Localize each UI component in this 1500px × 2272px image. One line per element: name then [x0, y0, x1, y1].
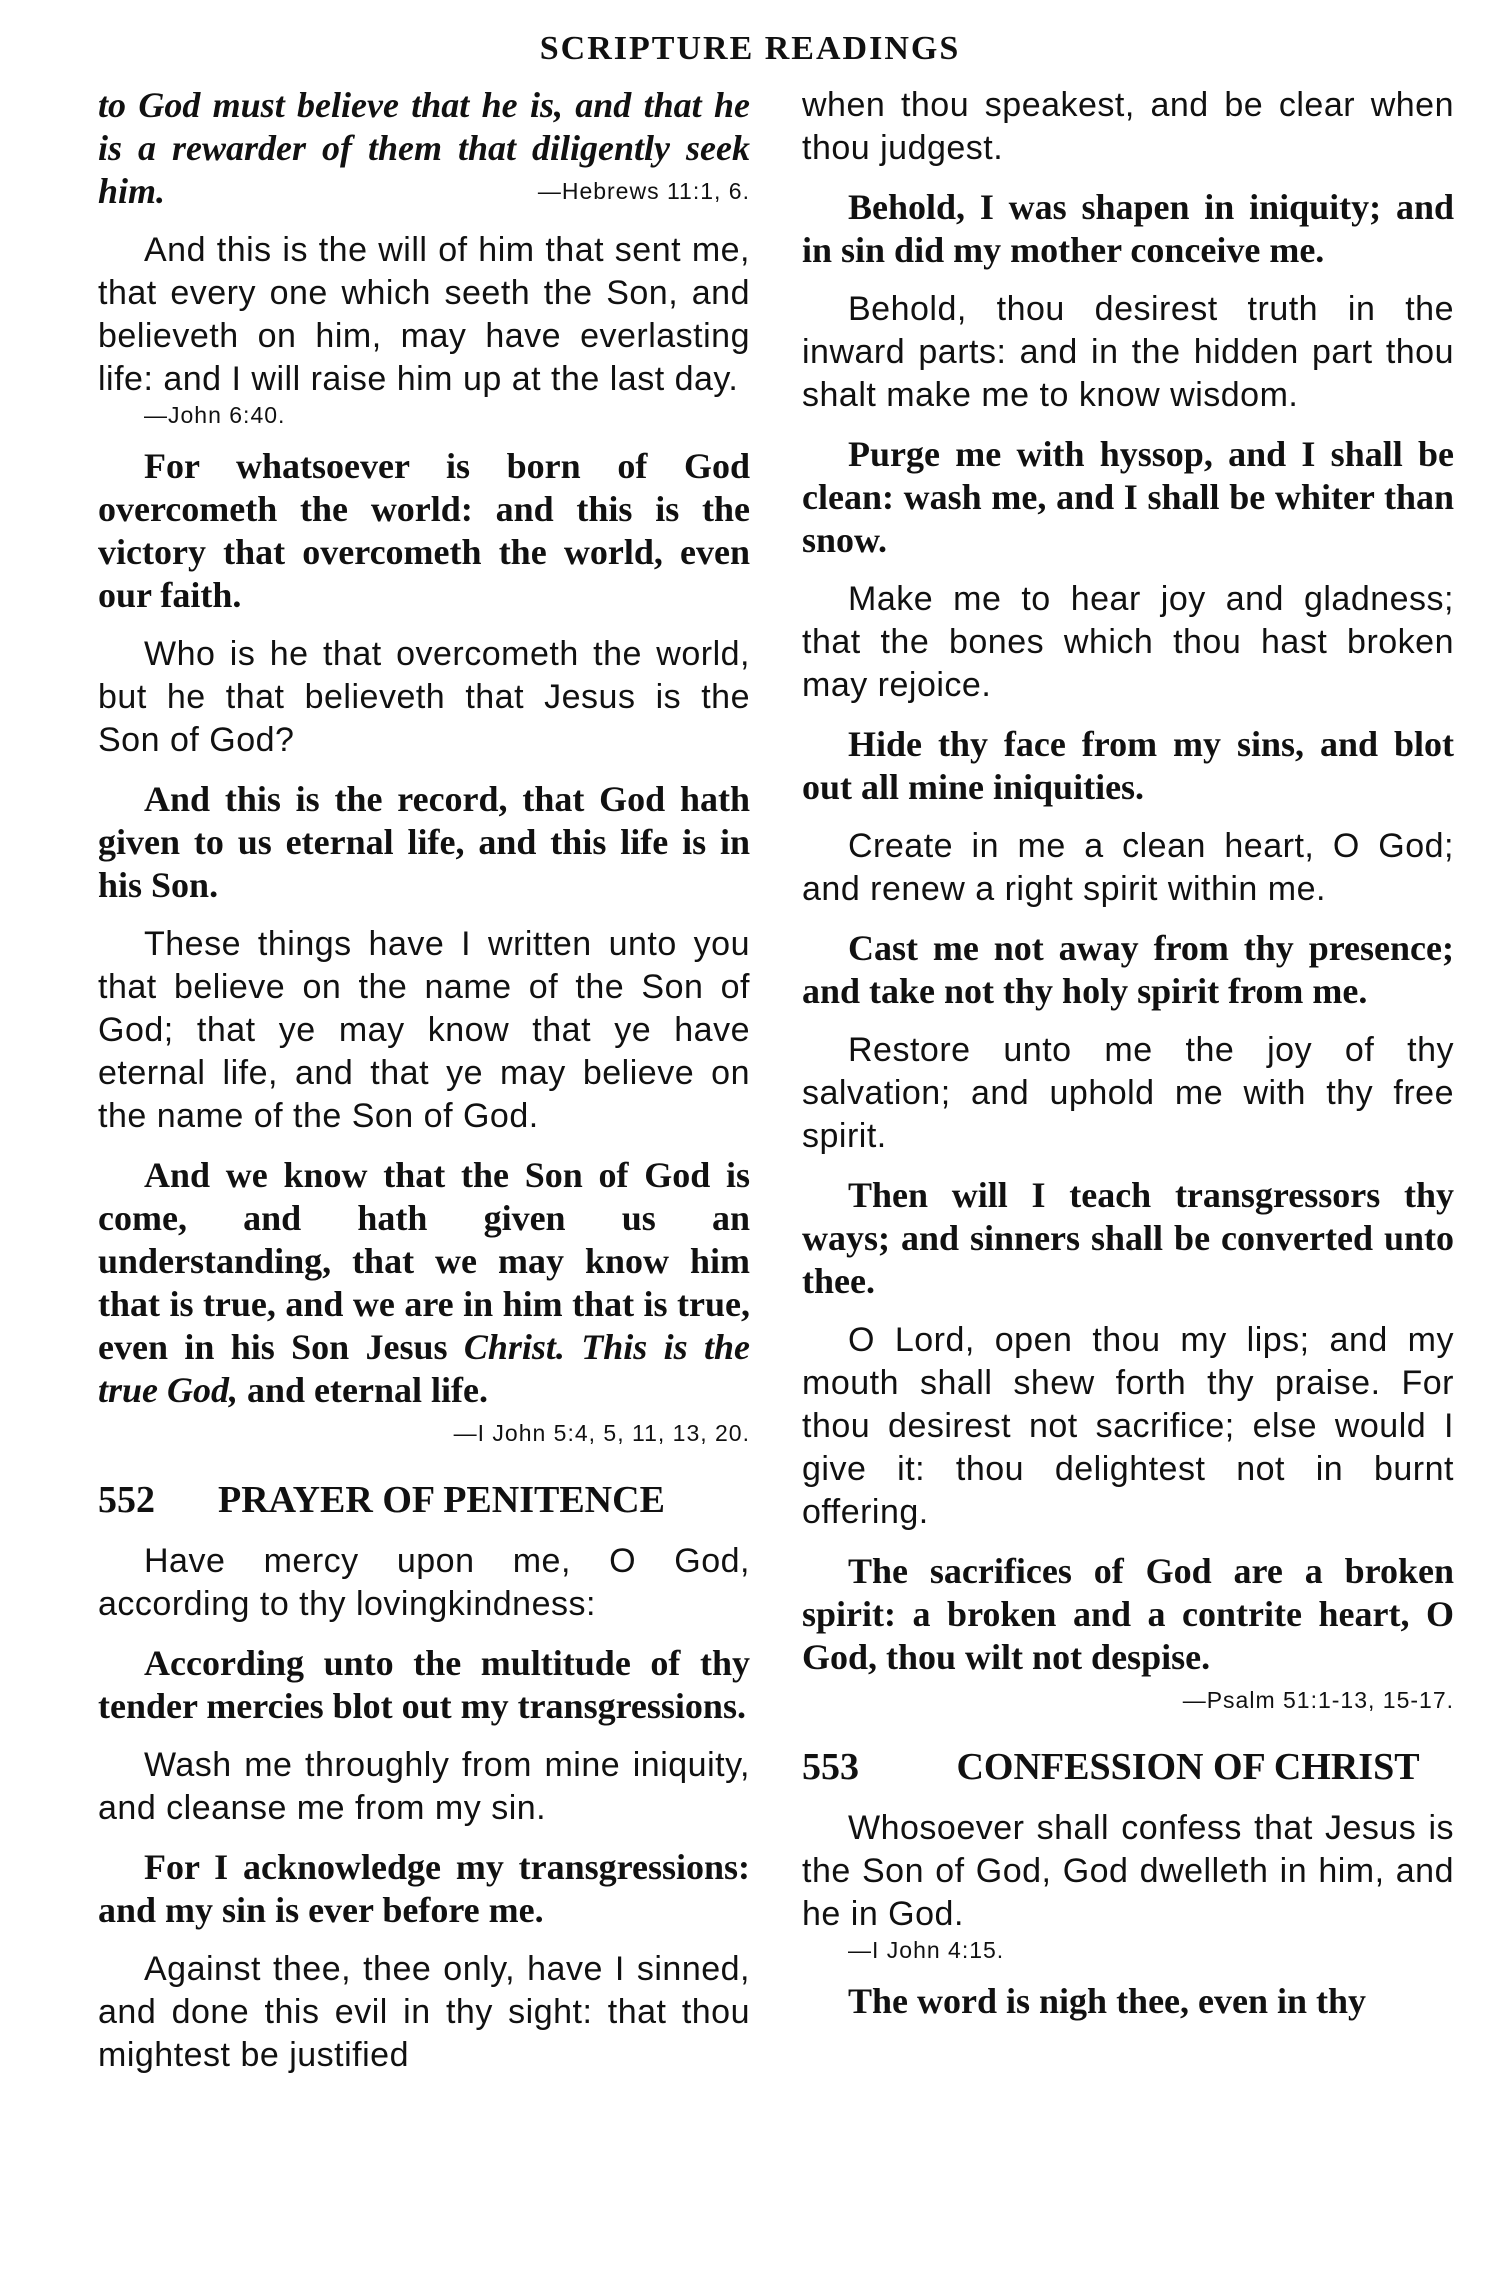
reading-text: The word is nigh thee, even in thy — [848, 1981, 1367, 2021]
scripture-reference: —John 6:40. — [144, 402, 286, 428]
section-number: 552 — [98, 1479, 155, 1521]
scripture-reference: —Hebrews 11:1, 6. — [537, 178, 750, 204]
section-heading-552 — [98, 1478, 750, 1522]
reading-text: Then will I teach transgressors thy ways; and sinners shall be converted unto thee. — [802, 1175, 1454, 1301]
verse-text: Whosoever shall confess that Jesus is the Son of God, God dwelleth in him, and he in God. — [802, 1809, 1454, 1933]
reading-text: Purge me with hyssop, and I shall be clean: wash me, and I shall be whiter than snow. — [802, 434, 1454, 560]
reading-text: Hide thy face from my sins, and blot out all mine iniquities. — [802, 724, 1454, 807]
reading-text: Behold, thou desirest truth in the inward parts: and in the hidden part thou shalt make me to know wisdom. — [802, 290, 1454, 414]
reading-text: And this is the record, that God hath given to us eternal life, and this life is in his Son. — [98, 779, 750, 905]
reading-text: Who is he that overcometh the world, but he that believeth that Jesus is the Son of God? — [98, 635, 750, 759]
reading-text: Make me to hear joy and gladness; that the bones which thou hast broken may rejoice. — [802, 580, 1454, 704]
reading-text: Wash me throughly from mine iniquity, and cleanse me from my sin. — [98, 1746, 750, 1827]
reading-text — [802, 1807, 1454, 1964]
reading-text: Against thee, thee only, have I sinned, and done this evil in thy sight: that thou mightest be justified — [98, 1950, 750, 2074]
right-column — [802, 84, 1454, 2039]
reading-text: For whatsoever is born of God overcometh the world: and this is the victory that overcometh the world, even our faith. — [98, 446, 750, 615]
reading-text: Have mercy upon me, O God, according to thy lovingkindness: — [98, 1542, 750, 1623]
scripture-reference: —I John 4:15. — [848, 1937, 1005, 1963]
scripture-reference: —I John 5:4, 5, 11, 13, 20. — [453, 1420, 750, 1446]
section-title: CONFESSION OF CHRIST — [956, 1746, 1420, 1788]
reading-text: Cast me not away from thy presence; and take not thy holy spirit from me. — [802, 928, 1454, 1011]
section-number: 553 — [802, 1746, 859, 1788]
reading-text: These things have I written unto you that believe on the name of the Son of God; that ye may know that ye have eternal life, and that ye may believe on the name of the Son of God. — [98, 925, 750, 1135]
scripture-reference: —Psalm 51:1-13, 15-17. — [1182, 1687, 1454, 1713]
reading-text: For I acknowledge my transgressions: and my sin is ever before me. — [98, 1847, 750, 1930]
verse-text: And this is the will of him that sent me, that every one which seeth the Son, and believeth on him, may have everlasting life: and I will raise him up at the last day. — [98, 231, 750, 398]
reading-text — [802, 1550, 1454, 1713]
reading-text: According unto the multitude of thy tender mercies blot out my transgressions. — [98, 1643, 750, 1726]
reading-text: Create in me a clean heart, O God; and renew a right spirit within me. — [802, 827, 1454, 908]
reading-text: O Lord, open thou my lips; and my mouth shall shew forth thy praise. For thou desirest not sacrifice; else would I give it: thou delightest not in burnt offering. — [802, 1321, 1454, 1531]
verse-text: and eternal life. — [238, 1370, 488, 1410]
reading-text: Behold, I was shapen in iniquity; and in sin did my mother conceive me. — [802, 187, 1454, 270]
verse-text-italic: Christ. This is the true God, — [98, 1327, 751, 1410]
reading-text — [98, 1154, 751, 1446]
reading-text: Restore unto me the joy of thy salvation; and uphold me with thy free spirit. — [802, 1031, 1454, 1155]
section-title: PRAYER OF PENITENCE — [218, 1479, 665, 1521]
reading-text: to God must believe that he is, and that he is a rewarder of them that diligently seek him. — [98, 85, 750, 211]
page-header: SCRIPTURE READINGS — [539, 30, 961, 67]
verse-text: And we know that the Son of God is come, and hath given us an understanding, that we may know him that is true, and we are in him that is true, even in his Son Jesus — [98, 1155, 750, 1367]
reading-text: when thou speakest, and be clear when thou judgest. — [802, 86, 1454, 167]
reading-hebrews — [98, 84, 750, 213]
section-heading-553 — [802, 1745, 1454, 1789]
left-column — [98, 84, 750, 2093]
reading-text — [98, 229, 750, 429]
verse-text: The sacrifices of God are a broken spirit: a broken and a contrite heart, O God, thou wilt not despise. — [802, 1551, 1454, 1677]
